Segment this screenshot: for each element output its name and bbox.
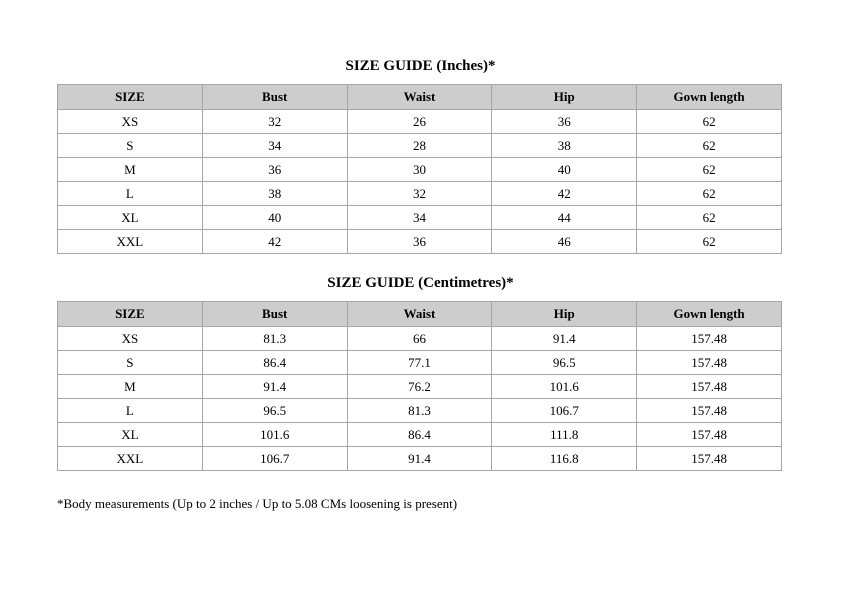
cell-hip: 40 [492, 158, 637, 182]
table-row [58, 230, 782, 254]
cell-hip: 116.8 [492, 447, 637, 471]
header-bust: Bust [202, 85, 347, 110]
cell-hip: 101.6 [492, 375, 637, 399]
cell-bust: 96.5 [202, 399, 347, 423]
cell-bust: 106.7 [202, 447, 347, 471]
table-row [58, 327, 782, 351]
cell-waist: 66 [347, 327, 492, 351]
cell-size: L [58, 399, 203, 423]
centimetres-size-table [57, 301, 782, 471]
cell-bust: 86.4 [202, 351, 347, 375]
cell-hip: 91.4 [492, 327, 637, 351]
cell-waist: 28 [347, 134, 492, 158]
cell-bust: 36 [202, 158, 347, 182]
cell-waist: 34 [347, 206, 492, 230]
cell-size: XS [58, 327, 203, 351]
cell-bust: 32 [202, 110, 347, 134]
cell-bust: 40 [202, 206, 347, 230]
cell-waist: 36 [347, 230, 492, 254]
cell-gown-length: 157.48 [637, 423, 782, 447]
cell-gown-length: 62 [637, 230, 782, 254]
table-row [58, 351, 782, 375]
cell-gown-length: 157.48 [637, 351, 782, 375]
table-row [58, 182, 782, 206]
cell-size: L [58, 182, 203, 206]
header-bust: Bust [202, 302, 347, 327]
cell-bust: 81.3 [202, 327, 347, 351]
header-size: SIZE [58, 85, 203, 110]
cell-size: M [58, 158, 203, 182]
table-row [58, 158, 782, 182]
centimetres-table-title: SIZE GUIDE (Centimetres)* [327, 275, 514, 291]
header-hip: Hip [492, 85, 637, 110]
cell-size: XS [58, 110, 203, 134]
table-row [58, 423, 782, 447]
cell-size: S [58, 351, 203, 375]
cell-gown-length: 62 [637, 134, 782, 158]
header-hip: Hip [492, 302, 637, 327]
cell-hip: 42 [492, 182, 637, 206]
cell-waist: 81.3 [347, 399, 492, 423]
inches-table-title: SIZE GUIDE (Inches)* [345, 58, 496, 74]
footnote: *Body measurements (Up to 2 inches / Up to 5.08 CMs loosening is present) [57, 496, 458, 511]
cell-waist: 77.1 [347, 351, 492, 375]
cell-hip: 96.5 [492, 351, 637, 375]
cell-hip: 36 [492, 110, 637, 134]
cell-size: XL [58, 423, 203, 447]
cell-size: S [58, 134, 203, 158]
cell-hip: 38 [492, 134, 637, 158]
table-row [58, 110, 782, 134]
cell-bust: 91.4 [202, 375, 347, 399]
cell-bust: 101.6 [202, 423, 347, 447]
cell-bust: 34 [202, 134, 347, 158]
cell-size: XL [58, 206, 203, 230]
cell-waist: 91.4 [347, 447, 492, 471]
cell-waist: 26 [347, 110, 492, 134]
cell-waist: 30 [347, 158, 492, 182]
cell-bust: 38 [202, 182, 347, 206]
header-waist: Waist [347, 85, 492, 110]
cell-waist: 32 [347, 182, 492, 206]
cell-gown-length: 157.48 [637, 375, 782, 399]
cell-size: XXL [58, 447, 203, 471]
cell-waist: 76.2 [347, 375, 492, 399]
cell-size: M [58, 375, 203, 399]
cell-hip: 106.7 [492, 399, 637, 423]
table-header-row [58, 302, 782, 327]
header-gown-length: Gown length [637, 85, 782, 110]
cell-gown-length: 62 [637, 182, 782, 206]
table-row [58, 375, 782, 399]
cell-gown-length: 62 [637, 206, 782, 230]
table-row [58, 399, 782, 423]
cell-gown-length: 62 [637, 158, 782, 182]
cell-gown-length: 157.48 [637, 399, 782, 423]
cell-gown-length: 157.48 [637, 447, 782, 471]
table-row [58, 134, 782, 158]
inches-size-table [57, 84, 782, 254]
table-row [58, 447, 782, 471]
table-row [58, 206, 782, 230]
table-header-row [58, 85, 782, 110]
header-size: SIZE [58, 302, 203, 327]
cell-hip: 46 [492, 230, 637, 254]
cell-gown-length: 62 [637, 110, 782, 134]
cell-bust: 42 [202, 230, 347, 254]
cell-gown-length: 157.48 [637, 327, 782, 351]
cell-waist: 86.4 [347, 423, 492, 447]
cell-size: XXL [58, 230, 203, 254]
header-gown-length: Gown length [637, 302, 782, 327]
cell-hip: 44 [492, 206, 637, 230]
cell-hip: 111.8 [492, 423, 637, 447]
header-waist: Waist [347, 302, 492, 327]
